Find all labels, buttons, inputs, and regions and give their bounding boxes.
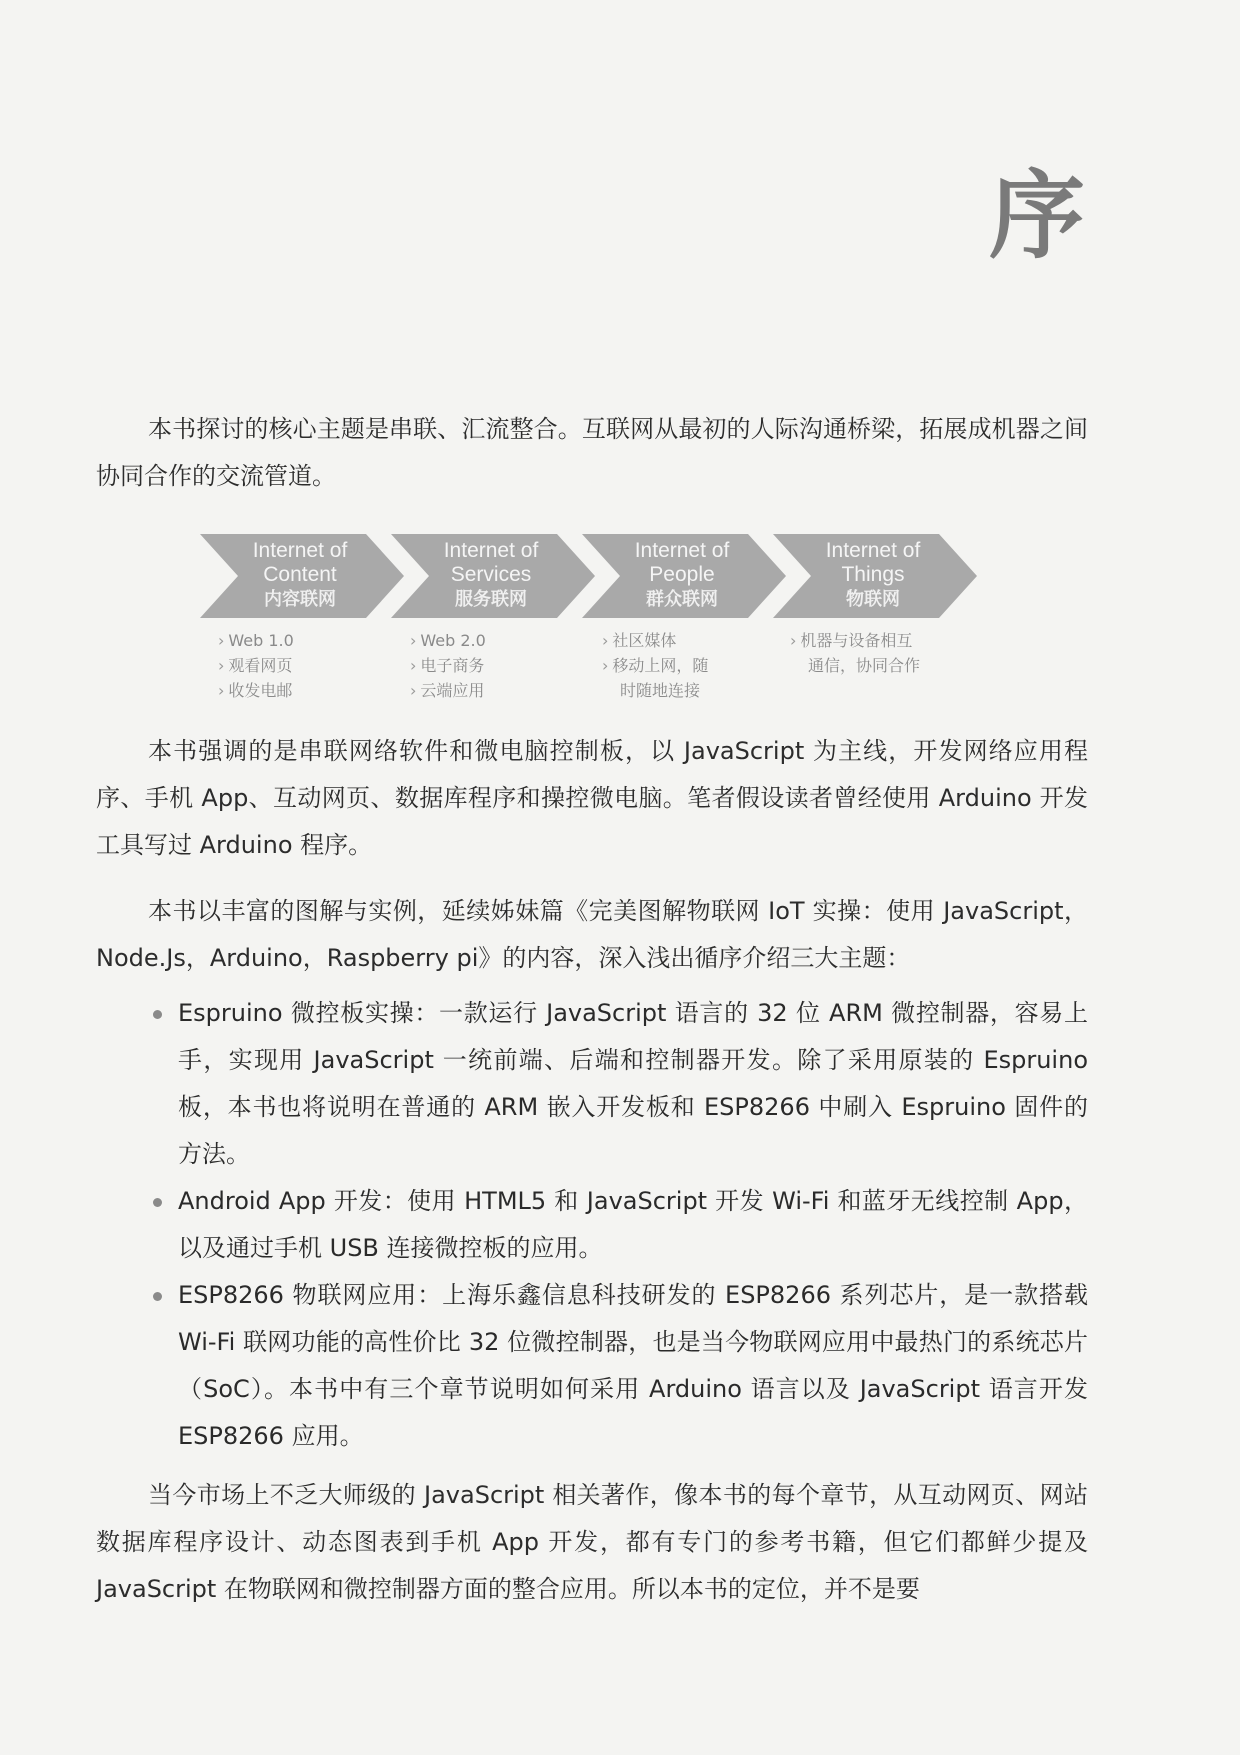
bullet-icon <box>153 1010 162 1019</box>
stage-features <box>410 628 486 703</box>
chevron-right-icon: › <box>790 631 797 650</box>
stage-internet-of-things <box>773 534 983 618</box>
paragraph-2-text: 本书强调的是串联网络软件和微电脑控制板，以 JavaScript 为主线，开发网络应用程序、手机 App、互动网页、数据库程序和操控微电脑。笔者假设读者曾经使用 Arduino 开发工具写过 Arduino 程序。 <box>96 737 1088 859</box>
bullet-icon <box>153 1198 162 1207</box>
stage-label <box>210 539 390 612</box>
stage-en-line2: Content <box>263 563 337 586</box>
chevron-right-icon: › <box>218 656 225 675</box>
chevron-right-icon: › <box>218 681 225 700</box>
feature-item-continued: 通信，协同合作 <box>808 656 921 675</box>
chevron-right-icon: › <box>410 631 417 650</box>
stage-internet-of-people <box>582 534 792 618</box>
chapter-title: 序 <box>989 160 1085 272</box>
stage-label <box>401 539 581 612</box>
paragraph-4-text: 当今市场上不乏大师级的 JavaScript 相关著作，像本书的每个章节，从互动网页、网站数据库程序设计、动态图表到手机 App 开发，都有专门的参考书籍，但它们都鲜少提及 JavaScript 在物联网和微控制器方面的整合应用。所以本书的定位，并不是要 <box>96 1481 1088 1603</box>
feature-item: › 收发电邮 <box>218 681 293 700</box>
feature-item-continued: 时随地连接 <box>620 681 701 700</box>
list-item-text: Android App 开发：使用 HTML5 和 JavaScript 开发 Wi-Fi 和蓝牙无线控制 App，以及通过手机 USB 连接微控板的应用。 <box>178 1187 1088 1262</box>
feature-item: › 观看网页 <box>218 656 293 675</box>
paragraph-3 <box>96 888 1088 982</box>
stage-zh: 群众联网 <box>646 589 718 609</box>
topic-list <box>96 990 1088 1460</box>
list-item <box>96 1272 1088 1460</box>
paragraph-2 <box>96 728 1088 869</box>
chevron-right-icon: › <box>602 631 609 650</box>
feature-item: › 电子商务 <box>410 656 485 675</box>
stage-en-line1: Internet of <box>443 539 539 562</box>
paragraph-4 <box>96 1472 1088 1613</box>
paragraph-1 <box>96 406 1088 500</box>
feature-item: › 社区媒体 <box>602 631 677 650</box>
stage-features <box>790 628 920 678</box>
stage-en-line1: Internet of <box>825 539 921 562</box>
list-item-text: Espruino 微控板实操：一款运行 JavaScript 语言的 32 位 ARM 微控制器，容易上手，实现用 JavaScript 一统前端、后端和控制器开发。除了采用原装的 Espruino 板，本书也将说明在普通的 ARM 嵌入开发板和 ESP8266 中刷入 Espruino 固件的方法。 <box>178 999 1088 1168</box>
stage-features <box>218 628 294 703</box>
feature-item: › 云端应用 <box>410 681 485 700</box>
paragraph-1-text: 本书探讨的核心主题是串联、汇流整合。互联网从最初的人际沟通桥梁，拓展成机器之间协同合作的交流管道。 <box>96 415 1088 490</box>
feature-item: › Web 1.0 <box>218 631 294 650</box>
stage-en-line1: Internet of <box>634 539 730 562</box>
stage-en-line2: People <box>649 563 715 586</box>
stage-label <box>592 539 772 612</box>
feature-item: › Web 2.0 <box>410 631 486 650</box>
list-item <box>96 990 1088 1178</box>
stage-label <box>783 539 963 612</box>
paragraph-3-text: 本书以丰富的图解与实例，延续姊妹篇《完美图解物联网 IoT 实操：使用 JavaScript，Node.Js，Arduino，Raspberry pi》的内容，深入浅出循序介绍三大主题： <box>96 897 1088 972</box>
list-item <box>96 1178 1088 1272</box>
feature-item: › 移动上网，随 <box>602 656 709 675</box>
stage-zh: 内容联网 <box>264 589 336 609</box>
chevron-right-icon: › <box>602 656 609 675</box>
stage-zh: 服务联网 <box>455 589 527 609</box>
stage-features <box>602 628 708 703</box>
bullet-icon <box>153 1292 162 1301</box>
internet-evolution-diagram <box>200 534 990 704</box>
chevron-right-icon: › <box>410 681 417 700</box>
stage-en-line2: Services <box>450 563 532 586</box>
chevron-right-icon: › <box>410 656 417 675</box>
chevron-right-icon: › <box>218 631 225 650</box>
stage-internet-of-content <box>200 534 410 618</box>
feature-item: › 机器与设备相互 <box>790 631 913 650</box>
stage-en-line1: Internet of <box>252 539 348 562</box>
list-item-text: ESP8266 物联网应用：上海乐鑫信息科技研发的 ESP8266 系列芯片，是一款搭载 Wi-Fi 联网功能的高性价比 32 位微控制器，也是当今物联网应用中最热门的系统芯片（SoC）。本书中有三个章节说明如何采用 Arduino 语言以及 JavaScript 语言开发 ESP8266 应用。 <box>178 1281 1088 1450</box>
stage-en-line2: Things <box>841 563 905 586</box>
stage-zh: 物联网 <box>846 589 900 609</box>
stage-internet-of-services <box>391 534 601 618</box>
